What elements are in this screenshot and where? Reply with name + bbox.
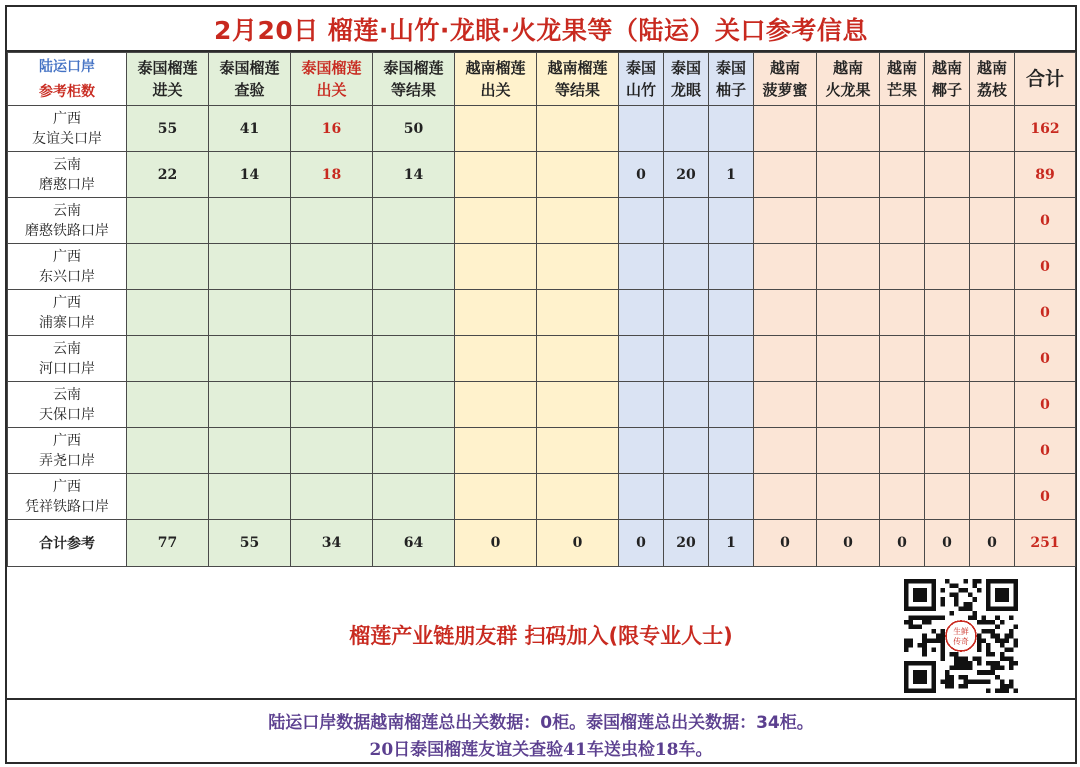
value-cell [709,428,754,474]
grand-total-cell: 251 [1015,520,1076,567]
column-header [970,53,1015,106]
value-cell [817,336,880,382]
column-header-line: 出关 [480,81,511,99]
column-header [709,53,754,106]
summary-cell: 0 [970,520,1015,567]
column-header-line: 进关 [152,81,183,99]
table-row [8,244,1076,290]
column-header-line: 越南 [976,59,1007,77]
summary-cell: 0 [455,520,537,567]
port-cell [8,382,127,428]
value-cell [291,290,373,336]
column-header-line: 等结果 [390,81,436,99]
value-cell [619,474,664,520]
port-name: 天保口岸 [39,406,95,423]
value-cell [754,474,817,520]
value-cell [664,106,709,152]
footer-line-2: 20日泰国榴莲友谊关查验41车送虫检18车。 [369,740,713,760]
value-cell [970,198,1015,244]
row-total-cell: 162 [1015,106,1076,152]
value-cell [537,198,619,244]
value-cell [754,198,817,244]
value-cell [925,336,970,382]
column-header-line: 芒果 [886,81,917,99]
value-cell [291,474,373,520]
column-header-line: 泰国榴莲 [219,59,280,77]
row-total-cell: 0 [1015,474,1076,520]
value-cell [619,290,664,336]
column-header [209,53,291,106]
value-cell [455,382,537,428]
summary-cell: 0 [925,520,970,567]
column-header-line: 椰子 [931,81,962,99]
column-header-line: 泰国 [715,59,746,77]
value-cell [880,106,925,152]
column-header [925,53,970,106]
port-region: 广西 [53,432,81,449]
row-total-cell: 0 [1015,428,1076,474]
row-total-cell: 0 [1015,290,1076,336]
value-cell [970,152,1015,198]
value-cell [455,474,537,520]
port-name: 磨憨铁路口岸 [25,222,109,239]
value-cell [970,382,1015,428]
value-cell [880,244,925,290]
value-cell: 0 [619,152,664,198]
value-cell [817,198,880,244]
port-region: 广西 [53,110,81,127]
column-header-line: 山竹 [625,81,656,99]
column-header-line: 越南榴莲 [465,59,526,77]
value-cell [537,244,619,290]
value-cell [127,336,209,382]
column-header-line: 荔枝 [976,81,1007,99]
value-cell [970,106,1015,152]
value-cell [925,428,970,474]
value-cell [754,244,817,290]
row-total-cell: 0 [1015,336,1076,382]
value-cell [754,290,817,336]
summary-cell: 64 [373,520,455,567]
port-name: 弄尧口岸 [39,452,95,469]
promo-section [7,572,1075,700]
port-name: 东兴口岸 [39,268,95,285]
table-row [8,428,1076,474]
value-cell: 18 [291,152,373,198]
value-cell [291,198,373,244]
value-cell: 20 [664,152,709,198]
column-header [373,53,455,106]
value-cell [291,428,373,474]
value-cell [373,336,455,382]
value-cell: 16 [291,106,373,152]
column-header-line: 火龙果 [825,81,871,99]
value-cell [127,198,209,244]
value-cell [970,428,1015,474]
value-cell [709,336,754,382]
value-cell [754,428,817,474]
value-cell [880,152,925,198]
value-cell [925,290,970,336]
value-cell [291,382,373,428]
promo-text: 榴莲产业链朋友群 扫码加入(限专业人士) [349,624,733,648]
column-header [455,53,537,106]
column-header-line: 越南 [931,59,962,77]
summary-cell: 0 [537,520,619,567]
port-cell [8,290,127,336]
value-cell [709,290,754,336]
value-cell [373,198,455,244]
port-table [7,52,1076,567]
value-cell [817,290,880,336]
value-cell [970,290,1015,336]
value-cell [817,244,880,290]
corner-label-count: 参考柜数 [39,84,95,100]
value-cell [537,152,619,198]
port-region: 云南 [53,156,81,173]
summary-cell: 20 [664,520,709,567]
value-cell [709,382,754,428]
value-cell [817,428,880,474]
total-header: 合计 [1015,53,1076,106]
value-cell [209,474,291,520]
summary-cell: 0 [880,520,925,567]
table-row [8,106,1076,152]
value-cell [925,474,970,520]
column-header-line: 越南 [886,59,917,77]
value-cell: 55 [127,106,209,152]
value-cell [291,244,373,290]
port-cell [8,474,127,520]
value-cell [209,290,291,336]
port-cell [8,244,127,290]
column-header [880,53,925,106]
value-cell [455,244,537,290]
column-header-line: 查验 [234,81,265,99]
port-cell [8,428,127,474]
value-cell [709,106,754,152]
footer-line-1: 陆运口岸数据越南榴莲总出关数据：0柜。泰国榴莲总出关数据：34柜。 [268,713,814,733]
port-name: 磨憨口岸 [39,176,95,193]
column-header-line: 柚子 [715,81,746,99]
value-cell [880,382,925,428]
value-cell [925,152,970,198]
value-cell [754,152,817,198]
value-cell [970,336,1015,382]
column-header-line: 越南 [769,59,800,77]
table-row [8,382,1076,428]
port-cell [8,336,127,382]
value-cell [619,244,664,290]
header-corner [8,53,127,106]
value-cell [664,244,709,290]
value-cell [373,244,455,290]
value-cell: 14 [373,152,455,198]
summary-cell: 34 [291,520,373,567]
column-header [664,53,709,106]
value-cell [925,382,970,428]
value-cell [127,474,209,520]
port-region: 广西 [53,294,81,311]
column-header [817,53,880,106]
value-cell: 1 [709,152,754,198]
summary-row [8,520,1076,567]
value-cell [664,198,709,244]
column-header-line: 龙眼 [670,81,701,99]
value-cell [817,152,880,198]
port-region: 云南 [53,340,81,357]
column-header-line: 等结果 [554,81,600,99]
column-header-line: 越南榴莲 [547,59,608,77]
port-name: 浦寨口岸 [39,314,95,331]
value-cell [817,382,880,428]
value-cell [127,290,209,336]
value-cell [455,290,537,336]
value-cell [373,290,455,336]
value-cell [455,152,537,198]
value-cell [664,382,709,428]
value-cell [537,382,619,428]
value-cell [619,428,664,474]
value-cell [664,290,709,336]
value-cell [880,198,925,244]
table-row [8,290,1076,336]
port-region: 云南 [53,386,81,403]
value-cell [373,428,455,474]
value-cell [537,428,619,474]
value-cell [970,474,1015,520]
value-cell [880,428,925,474]
value-cell [709,474,754,520]
value-cell [537,106,619,152]
value-cell [925,198,970,244]
value-cell [817,474,880,520]
summary-cell: 0 [754,520,817,567]
value-cell [537,474,619,520]
value-cell [880,474,925,520]
table-row [8,152,1076,198]
value-cell [209,244,291,290]
value-cell [455,198,537,244]
column-header-line: 泰国榴莲 [383,59,444,77]
port-name: 友谊关口岸 [32,130,102,147]
corner-label-ports: 陆运口岸 [39,59,95,75]
value-cell [209,198,291,244]
value-cell [754,382,817,428]
row-total-cell: 0 [1015,382,1076,428]
port-cell [8,152,127,198]
value-cell [880,290,925,336]
column-header [127,53,209,106]
value-cell [455,106,537,152]
column-header-line: 菠萝蜜 [762,81,808,99]
value-cell [664,474,709,520]
footer-notes [7,700,1075,762]
port-name: 凭祥铁路口岸 [25,498,109,515]
table-row [8,336,1076,382]
row-total-cell: 89 [1015,152,1076,198]
value-cell [619,336,664,382]
value-cell [619,382,664,428]
value-cell: 50 [373,106,455,152]
value-cell: 22 [127,152,209,198]
value-cell: 41 [209,106,291,152]
summary-cell: 55 [209,520,291,567]
value-cell [127,382,209,428]
value-cell [925,244,970,290]
port-region: 云南 [53,202,81,219]
value-cell [537,290,619,336]
qr-code-icon[interactable] [904,579,1018,693]
value-cell [209,382,291,428]
value-cell [709,198,754,244]
svg-text:生鲜: 生鲜 [953,627,969,637]
value-cell [127,428,209,474]
value-cell [127,244,209,290]
port-cell [8,198,127,244]
value-cell [880,336,925,382]
report-frame [5,5,1077,764]
port-region: 广西 [53,248,81,265]
value-cell [709,244,754,290]
column-header-line: 越南 [832,59,863,77]
value-cell [455,336,537,382]
summary-cell: 77 [127,520,209,567]
value-cell [970,244,1015,290]
value-cell [619,198,664,244]
summary-label: 合计参考 [8,520,127,567]
column-header [291,53,373,106]
value-cell [664,428,709,474]
page-title: 2月20日 榴莲·山竹·龙眼·火龙果等（陆运）关口参考信息 [7,7,1075,52]
column-header-line: 泰国 [670,59,701,77]
column-header [754,53,817,106]
port-name: 河口口岸 [39,360,95,377]
header-row [8,53,1076,106]
column-header [619,53,664,106]
column-header-line: 泰国榴莲 [137,59,198,77]
column-header-line: 出关 [316,81,347,99]
column-header-line: 泰国榴莲 [301,59,362,77]
port-region: 广西 [53,478,81,495]
value-cell: 14 [209,152,291,198]
summary-cell: 0 [619,520,664,567]
column-header-line: 泰国 [625,59,656,77]
value-cell [925,106,970,152]
value-cell [373,474,455,520]
value-cell [619,106,664,152]
value-cell [209,428,291,474]
row-total-cell: 0 [1015,198,1076,244]
table-row [8,474,1076,520]
port-cell [8,106,127,152]
summary-cell: 1 [709,520,754,567]
table-row [8,198,1076,244]
value-cell [754,106,817,152]
row-total-cell: 0 [1015,244,1076,290]
column-header [537,53,619,106]
value-cell [373,382,455,428]
value-cell [455,428,537,474]
value-cell [537,336,619,382]
summary-cell: 0 [817,520,880,567]
value-cell [817,106,880,152]
svg-text:传奇: 传奇 [953,637,969,647]
value-cell [291,336,373,382]
value-cell [664,336,709,382]
value-cell [209,336,291,382]
value-cell [754,336,817,382]
